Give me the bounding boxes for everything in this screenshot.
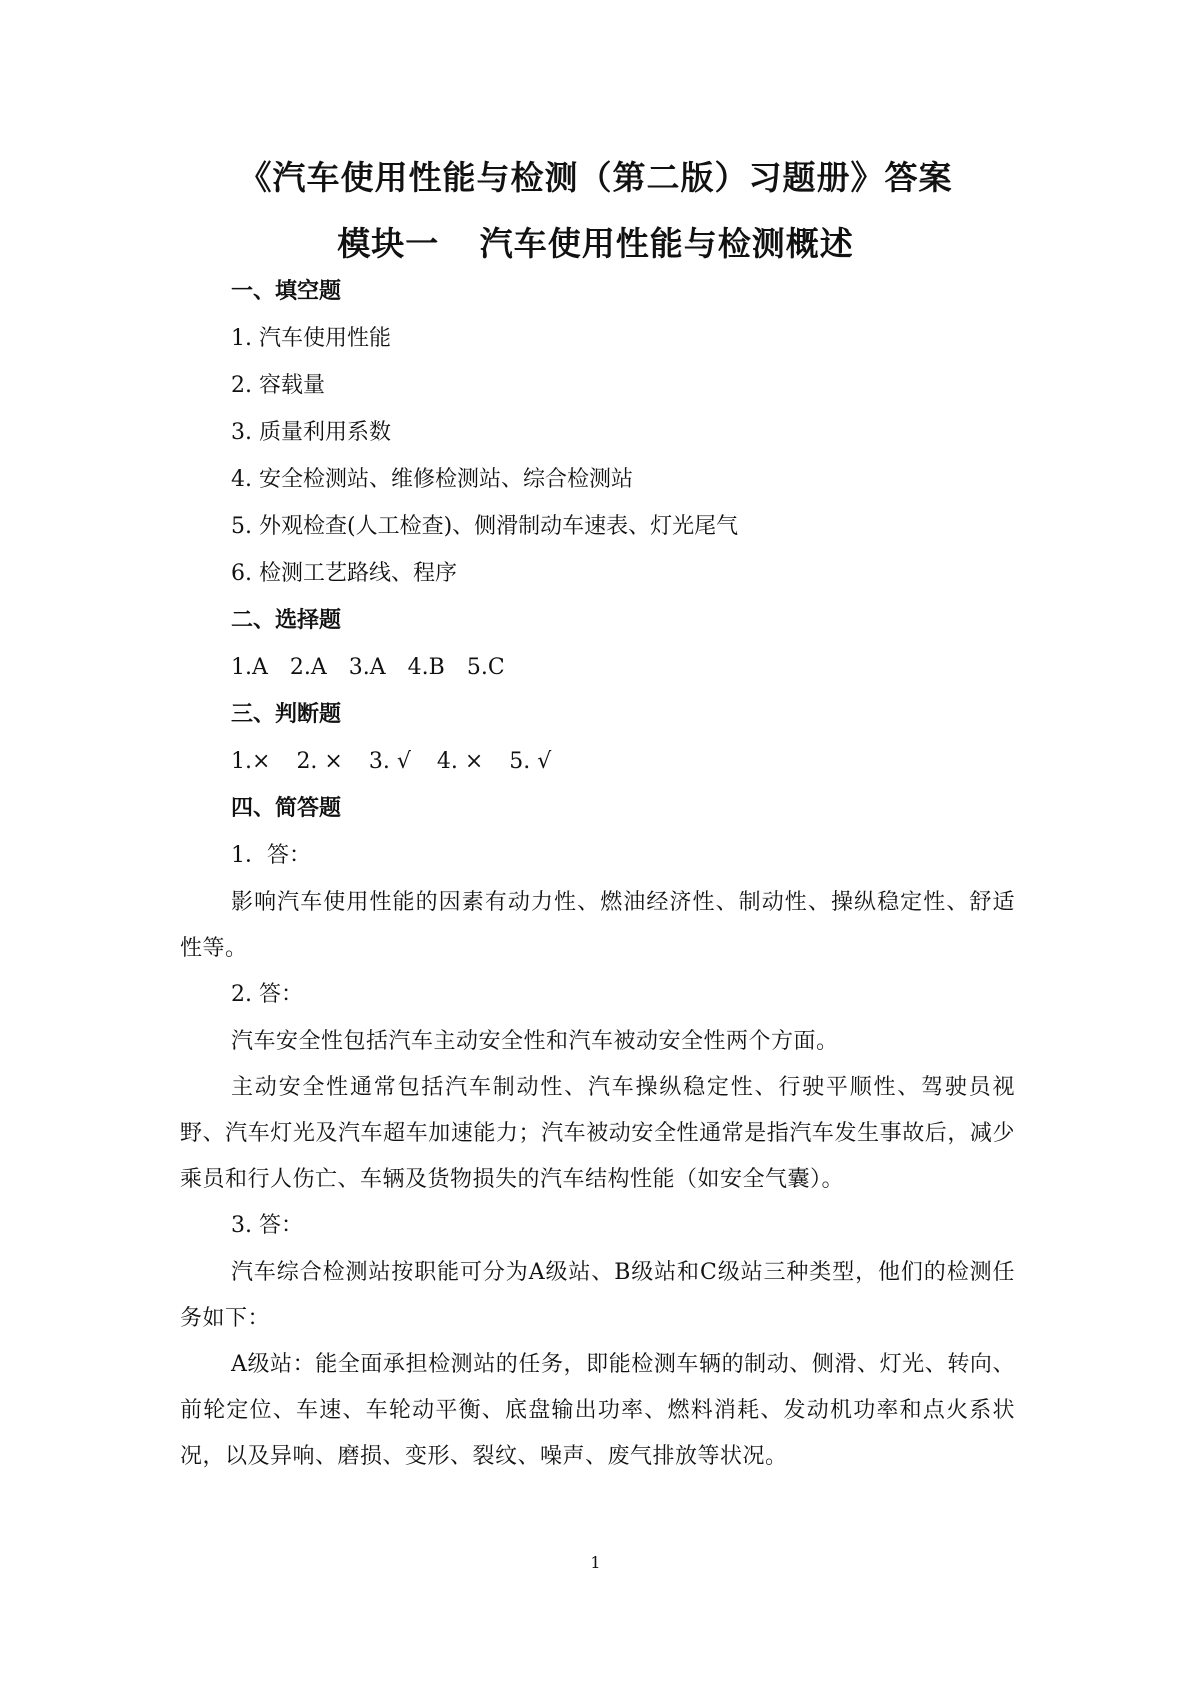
page-number: 1 — [590, 1553, 601, 1572]
true-false-answers — [180, 747, 1015, 794]
fill-blank-answer: 3. 质量利用系数 — [231, 420, 391, 445]
multiple-choice-answers — [180, 653, 1015, 700]
section-heading-fill-blank: 一、填空题 — [231, 279, 342, 304]
answer-paragraph: 汽车综合检测站按职能可分为A级站、B级站和C级站三种类型，他们的检测任务如下： — [180, 1260, 1015, 1331]
fill-blank-answer: 6. 检测工艺路线、程序 — [231, 561, 457, 586]
question-label: 3. 答： — [231, 1213, 303, 1238]
choice-answer: 3.A — [348, 655, 386, 680]
fill-blank-answer: 5. 外观检查(人工检查)、侧滑制动车速表、灯光尾气 — [231, 514, 739, 539]
fill-blank-answer: 1. 汽车使用性能 — [231, 326, 391, 351]
answer-paragraph: 主动安全性通常包括汽车制动性、汽车操纵稳定性、行驶平顺性、驾驶员视野、汽车灯光及汽车超车加速能力；汽车被动安全性通常是指汽车发生事故后，减少乘员和行人伤亡、车辆及货物损失的汽车结构性能（如安全气囊）。 — [180, 1075, 1015, 1192]
choice-answer: 4.B — [407, 655, 445, 680]
fill-blank-answer: 2. 容载量 — [231, 373, 325, 398]
judge-answer: 5. √ — [509, 749, 552, 774]
section-heading-true-false: 三、判断题 — [231, 702, 342, 727]
judge-answer: 2. × — [296, 749, 343, 774]
section-heading-multiple-choice: 二、选择题 — [231, 608, 342, 633]
judge-answer: 1.× — [231, 749, 271, 774]
section-heading-short-answer: 四、简答题 — [231, 796, 342, 821]
document-title: 《汽车使用性能与检测（第二版）习题册》答案 — [238, 158, 953, 197]
choice-answer: 5.C — [466, 655, 505, 680]
answer-paragraph: A级站：能全面承担检测站的任务，即能检测车辆的制动、侧滑、灯光、转向、前轮定位、车速、车轮动平衡、底盘输出功率、燃料消耗、发动机功率和点火系状况，以及异响、磨损、变形、裂纹、噪声、废气排放等状况。 — [180, 1352, 1015, 1469]
choice-answer: 2.A — [289, 655, 327, 680]
judge-answer: 3. √ — [368, 749, 411, 774]
question-label: 2. 答： — [231, 982, 303, 1007]
choice-answer: 1.A — [231, 655, 268, 680]
question-label: 1．答： — [231, 843, 311, 868]
answer-paragraph: 汽车安全性包括汽车主动安全性和汽车被动安全性两个方面。 — [231, 1029, 839, 1054]
module-title: 模块一 汽车使用性能与检测概述 — [337, 224, 854, 263]
answer-paragraph: 影响汽车使用性能的因素有动力性、燃油经济性、制动性、操纵稳定性、舒适性等。 — [180, 890, 1015, 961]
document-body — [180, 277, 1015, 1488]
fill-blank-answer: 4. 安全检测站、维修检测站、综合检测站 — [231, 467, 633, 492]
judge-answer: 4. × — [436, 749, 484, 774]
